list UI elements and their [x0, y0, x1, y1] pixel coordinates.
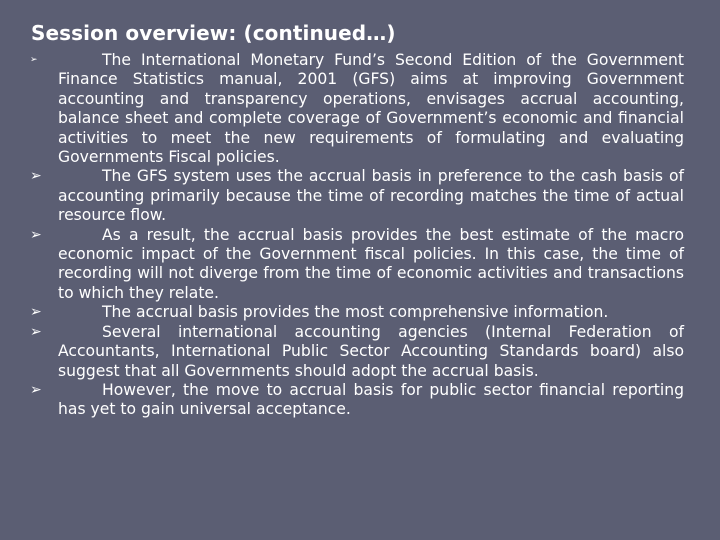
bullet-item: [30, 303, 684, 322]
bullet-text: However, the move to accrual basis for public sector financial reporting has yet to gain universal acceptance.: [58, 380, 684, 419]
bullet-item: [30, 51, 684, 167]
bullet-item: [30, 381, 684, 420]
bullet-list: [30, 51, 684, 420]
bullet-item: [30, 226, 684, 304]
slide-title: Session overview: (continued…): [31, 21, 396, 45]
bullet-text: The GFS system uses the accrual basis in preference to the cash basis of accounting primarily because the time of recording matches the time of actual resource flow.: [58, 167, 684, 225]
bullet-text: As a result, the accrual basis provides the best estimate of the macro economic impact of the Government fiscal policies. In this case, the time of recording will not diverge from the time of economic activities and transactions to which they relate.: [58, 225, 684, 302]
arrow-bullet-icon: ➢: [30, 323, 42, 340]
bullet-text: The International Monetary Fund’s Second Edition of the Government Finance Statistics manual, 2001 (GFS) aims at improving Government accounting and transparency operations, envisages accrual accounting, balance sheet and complete coverage of Government’s economic and financial activities to meet the new requirements of formulating and evaluating Governments Fiscal policies.: [58, 51, 684, 167]
bullet-item: [30, 167, 684, 225]
arrow-bullet-icon: ➢: [30, 304, 42, 321]
arrow-bullet-icon: ➢: [30, 168, 42, 185]
bullet-item: [30, 323, 684, 381]
bullet-text: Several international accounting agencies (Internal Federation of Accountants, International Public Sector Accounting Standards board) also suggest that all Governments should adopt the accrual basis.: [58, 322, 684, 380]
arrow-bullet-icon: ➢: [30, 55, 38, 65]
bullet-text: The accrual basis provides the most comprehensive information.: [102, 303, 609, 322]
arrow-bullet-icon: ➢: [30, 381, 42, 398]
arrow-bullet-icon: ➢: [30, 226, 42, 243]
